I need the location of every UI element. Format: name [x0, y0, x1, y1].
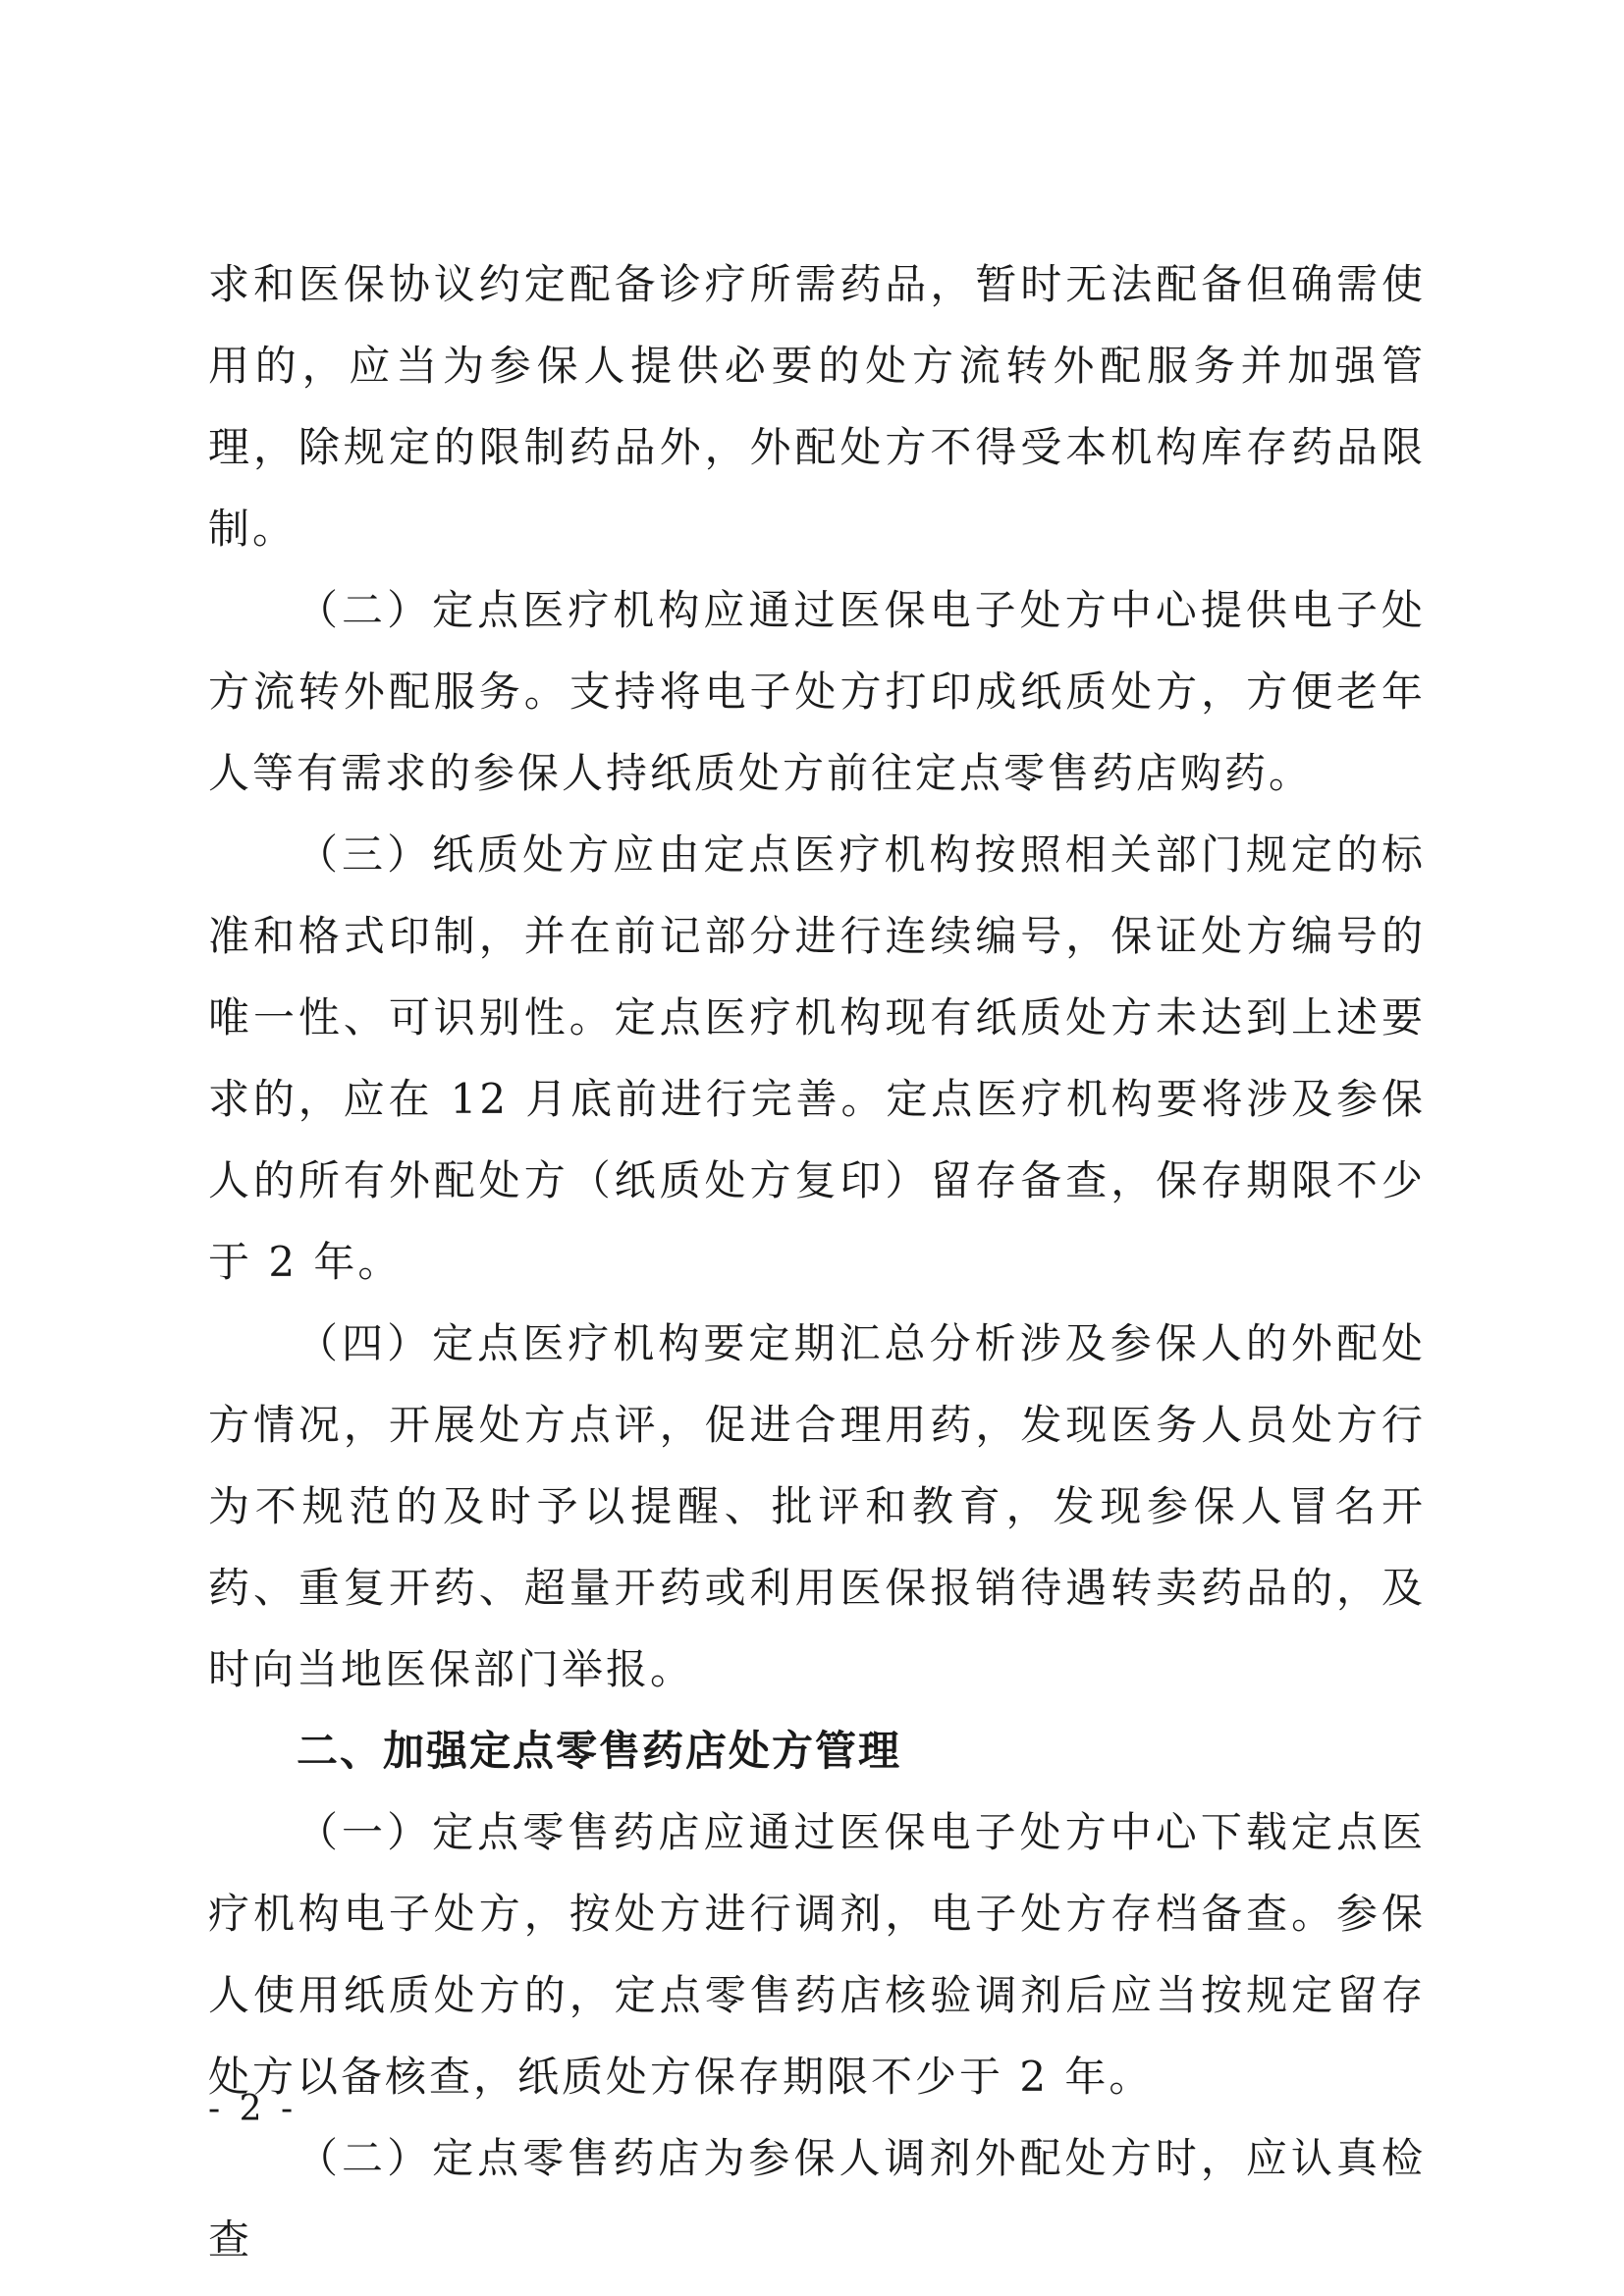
- document-body: [208, 243, 1426, 2280]
- paragraph-section2-item-1: （一）定点零售药店应通过医保电子处方中心下载定点医疗机构电子处方，按处方进行调剂，电子处方存档备查。参保人使用纸质处方的，定点零售药店核验调剂后应当按规定留存处方以备核查，纸质处方保存期限不少于 2 年。: [208, 1808, 1426, 2101]
- paragraph-section2-item-2: （二）定点零售药店为参保人调剂外配处方时，应认真检查: [208, 2134, 1426, 2264]
- paragraph-item-3: （三）纸质处方应由定点医疗机构按照相关部门规定的标准和格式印制，并在前记部分进行连续编号，保证处方编号的唯一性、可识别性。定点医疗机构现有纸质处方未达到上述要求的，应在 12 月底前进行完善。定点医疗机构要将涉及参保人的所有外配处方（纸质处方复印）留存备查，保存期限不少于 2 年。: [208, 830, 1426, 1286]
- paragraph-item-4: （四）定点医疗机构要定期汇总分析涉及参保人的外配处方情况，开展处方点评，促进合理用药，发现医务人员处方行为不规范的及时予以提醒、批评和教育，发现参保人冒名开药、重复开药、超量开药或利用医保报销待遇转卖药品的，及时向当地医保部门举报。: [208, 1319, 1426, 1693]
- page-number: - 2 -: [208, 2089, 298, 2129]
- section-heading: 二、加强定点零售药店处方管理: [297, 1727, 902, 1775]
- paragraph-item-2: （二）定点医疗机构应通过医保电子处方中心提供电子处方流转外配服务。支持将电子处方打印成纸质处方，方便老年人等有需求的参保人持纸质处方前往定点零售药店购药。: [208, 586, 1426, 797]
- paragraph-continued: 求和医保协议约定配备诊疗所需药品，暂时无法配备但确需使用的，应当为参保人提供必要的处方流转外配服务并加强管理，除规定的限制药品外，外配处方不得受本机构库存药品限制。: [208, 260, 1426, 553]
